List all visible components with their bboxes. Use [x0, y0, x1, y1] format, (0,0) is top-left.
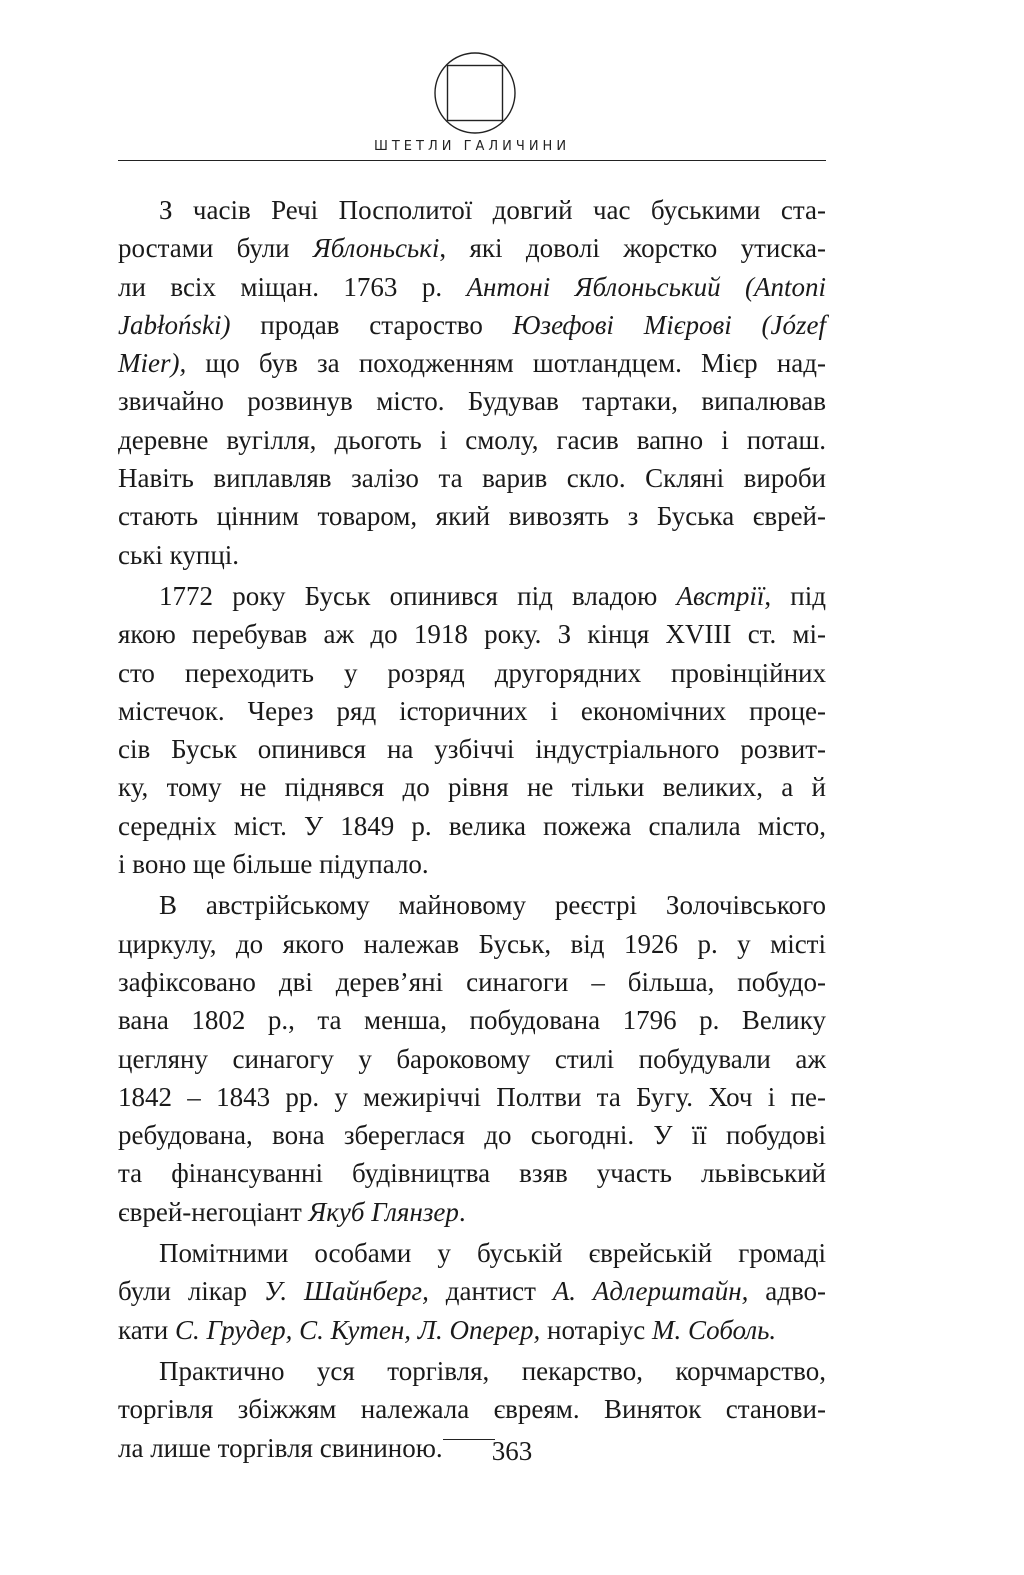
text-line: кати С. Грудер, С. Кутен, Л. Оперер, нотаріус М. Соболь.: [118, 1314, 777, 1345]
text-line: сів Буськ опинився на узбіччі індустріального розвит-: [118, 734, 826, 765]
text-line: вана 1802 р., та менша, побудована 1796 р. Велику: [118, 1005, 826, 1036]
text-line: Mier), що був за походженням шотландцем. Мієр над-: [118, 348, 826, 379]
text-line: З часів Речі Посполитої довгий час буськими ста-: [159, 195, 826, 225]
text-line: ку, тому не піднявся до рівня не тільки великих, а й: [118, 772, 826, 803]
paragraph: [118, 1234, 826, 1349]
text-line: і воно ще більше підупало.: [118, 849, 429, 880]
text-line: торгівля збіжжям належала євреям. Виняток станови-: [118, 1394, 826, 1425]
italic-name: У. Шайнберг,: [263, 1276, 429, 1307]
text-line: 1772 року Буськ опинився під владою Австрії, під: [159, 580, 826, 611]
paragraph: [118, 886, 826, 1231]
text-line: сто переходить у розряд другорядних провінційних: [118, 657, 826, 688]
text-line: були лікар У. Шайнберг, дантист А. Адлерштайн, адво-: [118, 1276, 827, 1307]
text-line: містечок. Через ряд історичних і економічних проце-: [118, 695, 826, 726]
italic-name: Якуб Глянзер: [308, 1196, 459, 1227]
text-line: якою перебував аж до 1918 року. З кінця XVIII ст. мі-: [118, 619, 826, 650]
header-divider: [118, 160, 826, 161]
paragraph: [118, 577, 826, 883]
text-line: та фінансуванні будівництва взяв участь львівський: [118, 1158, 826, 1189]
italic-name: Яблоньські: [313, 233, 440, 264]
text-line: середніх міст. У 1849 р. велика пожежа спалила місто,: [118, 810, 826, 841]
text-line: ські купці.: [118, 539, 240, 570]
text-line: ребудована, вона збереглася до сьогодні. У її побудові: [118, 1120, 826, 1151]
text-line: циркулу, до якого належав Буськ, від 1926 р. у місті: [118, 928, 826, 959]
text-line: ростами були Яблоньські, які доволі жорстко утиска-: [118, 233, 827, 264]
italic-name: Mier),: [118, 348, 187, 379]
italic-name: С. Грудер, С. Кутен, Л. Оперер,: [175, 1314, 541, 1345]
text-line: Навіть виплавляв залізо та варив скло. Скляні вироби: [118, 463, 826, 494]
italic-name: А. Адлерштайн,: [552, 1276, 749, 1307]
text-line: 1842 – 1843 рр. у межиріччі Полтви та Бугу. Хоч і пе-: [118, 1081, 826, 1112]
text-line: звичайно розвинув місто. Будував тартаки, випалював: [118, 386, 826, 417]
italic-name: Jabłoński): [118, 309, 231, 340]
circle-square-emblem-icon: [432, 50, 518, 136]
text-line: ли всіх міщан. 1763 р. Антоні Яблоньський (Antoni: [118, 271, 827, 302]
text-line: цегляну синагогу у бароковому стилі побудували аж: [118, 1043, 826, 1074]
text-line: Помітними особами у буській єврейській громаді: [159, 1238, 826, 1269]
text-line: зафіксовано дві дерев’яні синагоги – більша, побудо-: [118, 966, 826, 997]
text-line: Jabłoński) продав староство Юзефові Мієрові (Józef: [118, 309, 826, 340]
body-text: [118, 191, 826, 1470]
running-header-title: ШТЕТЛИ ГАЛИЧИНИ: [373, 139, 571, 154]
italic-name: М. Соболь.: [651, 1314, 777, 1345]
text-line: деревне вугілля, дьоготь і смолу, гасив вапно і поташ.: [118, 424, 826, 455]
text-line: єврей-негоціант Якуб Глянзер.: [118, 1196, 466, 1227]
italic-name: Юзефові Мієрові (Józef: [512, 309, 826, 340]
italic-name: Австрії: [676, 580, 765, 611]
text-line: ла лише торгівля свининою.: [118, 1432, 443, 1463]
paragraph: [118, 191, 826, 574]
italic-name: Антоні Яблоньський (Antoni: [466, 271, 827, 302]
text-line: В австрійському майновому реєстрі Золочівського: [159, 890, 826, 921]
page-number: 363: [491, 1436, 533, 1466]
text-line: стають цінним товаром, який вивозять з Буська єврей-: [118, 501, 826, 532]
text-line: Практично уся торгівля, пекарство, корчмарство,: [159, 1355, 826, 1386]
